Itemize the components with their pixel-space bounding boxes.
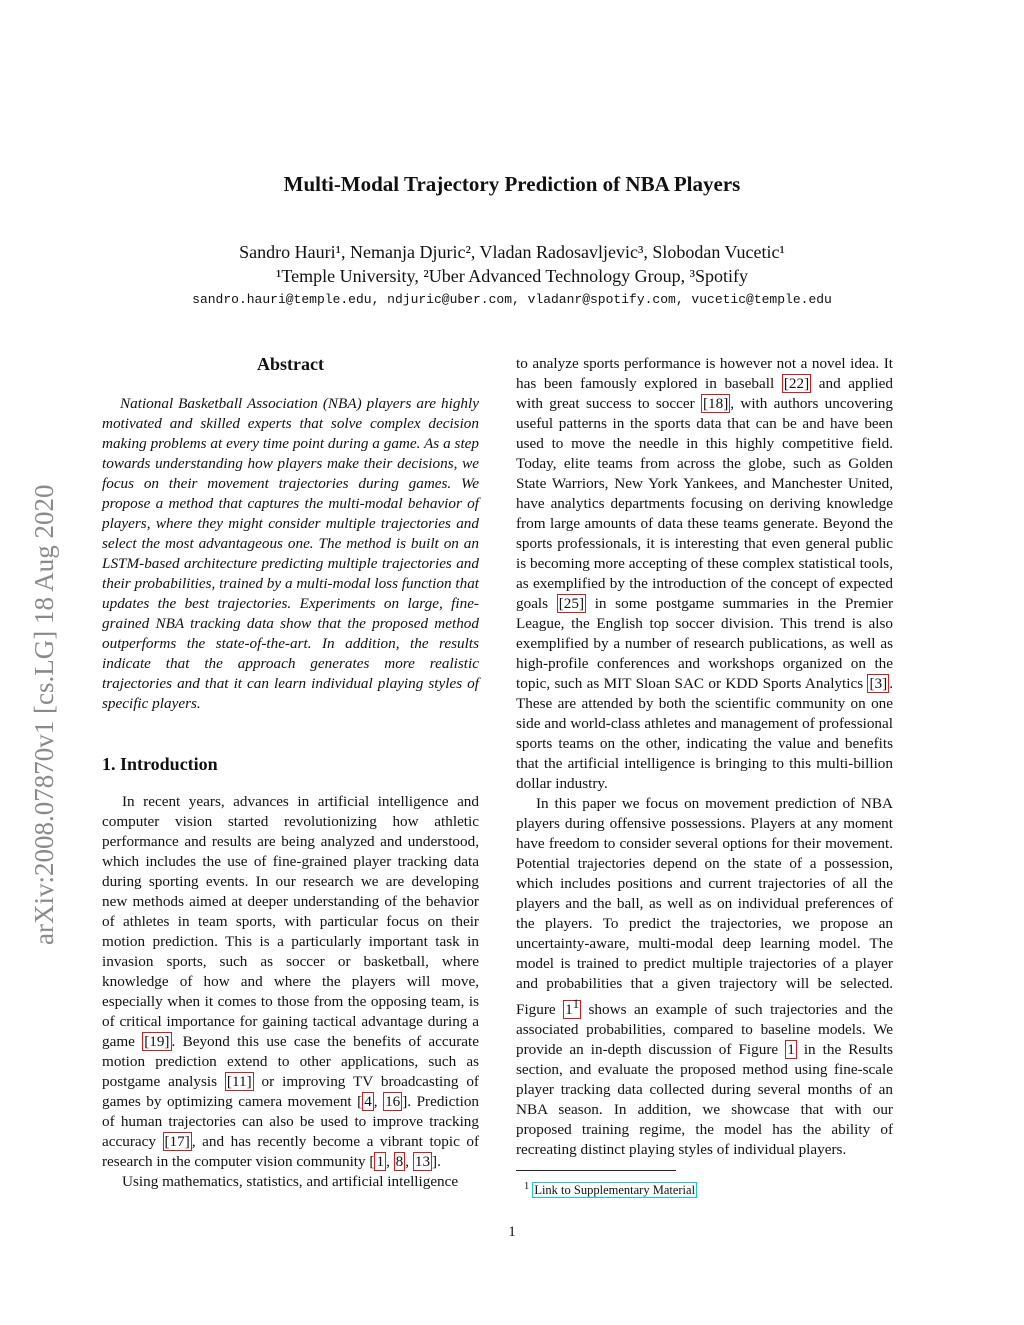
text-run: ]. Prediction of human trajectories can also be used to improve tracking accuracy	[102, 1093, 480, 1150]
author-emails: sandro.hauri@temple.edu, ndjuric@uber.com, vladanr@spotify.com, vucetic@temple.edu	[192, 292, 832, 307]
intro-paragraph-3	[516, 794, 893, 1160]
citation-link[interactable]: 13	[414, 1153, 431, 1170]
text-run: and applied with great success to soccer	[516, 375, 893, 412]
citation-link[interactable]: 8	[395, 1153, 404, 1170]
footnote-marker[interactable]: 1	[572, 997, 580, 1011]
figure-reference-link[interactable]	[563, 997, 581, 1019]
arxiv-identifier: arXiv:2008.07870v1 [cs.LG] 18 Aug 2020	[29, 484, 59, 945]
figure-reference-link[interactable]: 1	[787, 1041, 795, 1059]
text-run: to analyze sports performance is however not a novel idea. It has been famously explored in baseball	[516, 355, 893, 392]
citation-link[interactable]: [3]	[869, 675, 888, 692]
introduction-heading: 1. Introduction	[102, 754, 218, 774]
citation-link[interactable]: [18]	[702, 395, 729, 412]
authors-line: Sandro Hauri¹, Nemanja Djuric², Vladan Radosavljevic³, Slobodan Vucetic¹	[239, 242, 785, 262]
citation-link[interactable]: [25]	[558, 595, 585, 612]
text-run: ,	[373, 1093, 384, 1110]
text-run: shows an example of such trajectories and the associated probabilities, compared to baseline models. We provide an in-depth discussion of Figure	[516, 1001, 893, 1059]
citation-link[interactable]: 4	[364, 1093, 372, 1110]
left-column	[102, 354, 479, 1192]
figure-number: 1	[565, 1001, 573, 1019]
intro-paragraph-2-start: Using mathematics, statistics, and artificial intelligence	[122, 1173, 459, 1190]
citation-link[interactable]: 16	[385, 1093, 401, 1110]
page-number: 1	[508, 1224, 516, 1240]
text-run: or improving TV broadcasting of games by optimizing camera movement [	[102, 1073, 479, 1110]
footnote-number: 1	[524, 1181, 530, 1193]
text-run: . Beyond this use case the benefits of accurate motion prediction extend to other applications, such as postgame analysis	[102, 1033, 479, 1090]
text-run: ,	[386, 1153, 394, 1170]
text-run: , with authors uncovering useful patterns in the sports data that can be and have been used to move the needle in this highly competitive field. Today, elite teams from across the globe, such as Golden State Warriors, New York Yankees, and Manchester United, have analytics departments focusing on deriving knowledge from large amounts of data these teams generate. Beyond the sports professionals, it is interesting that even general public is becoming more accepting of these complex statistical tools, as exemplified by the introduction of the concept of expected goals	[516, 395, 893, 612]
abstract-text: National Basketball Association (NBA) players are highly motivated and skilled experts that solve complex decision making problems at every time point during a game. As a step towards understanding how players make their decisions, we focus on their movement trajectories during games. We propose a method that captures the multi-modal behavior of players, where they might consider multiple trajectories and select the most advantageous one. The method is built on an LSTM-based architecture predicting multiple trajectories and their probabilities, trained by a multi-modal loss function that updates the best trajectories. Experiments on large, fine-grained NBA tracking data show that the proposed method outperforms the state-of-the-art. In addition, the results indicate that the approach generates more realistic trajectories and that it can learn individual playing styles of specific players.	[102, 395, 480, 712]
footnote-divider	[516, 1170, 676, 1171]
abstract-heading: Abstract	[257, 354, 324, 374]
text-run: in the Results section, and evaluate the proposed method using fine-scale player tracking data collected during several months of an NBA season. In addition, we showcase that with our proposed training regime, the model has the ability of recreating distinct playing styles of individual players.	[516, 1041, 893, 1159]
text-run: in some postgame summaries in the Premier League, the English top soccer division. This trend is also exemplified by a number of research publications, as well as high-profile conferences and workshops organized on the topic, such as MIT Sloan SAC or KDD Sports Analytics	[516, 595, 894, 692]
affiliations-line: ¹Temple University, ²Uber Advanced Technology Group, ³Spotify	[275, 266, 749, 286]
intro-paragraph-1	[102, 792, 479, 1172]
citation-link[interactable]: 1	[376, 1153, 385, 1170]
text-run: ].	[432, 1153, 441, 1170]
text-run: In recent years, advances in artificial intelligence and computer vision started revolutionizing how athletic performance and results are being analyzed and understood, which includes the use of fine-grained player tracking data during sporting events. In our research we are developing new methods aimed at deeper understanding of the behavior of athletes in team sports, with particular focus on their motion prediction. This is a particularly important task in invasion sports, such as soccer or basketball, where knowledge of how and where the players will move, especially when it comes to those from the opposing team, is of critical importance for gaining tactical advantage during a game	[102, 793, 479, 1050]
author-block	[0, 240, 1024, 288]
right-column	[516, 354, 893, 1200]
citation-link[interactable]: [22]	[783, 375, 810, 392]
intro-paragraph-2-continued	[516, 354, 893, 794]
text-run: , and has recently become a vibrant topic of research in the computer vision community [	[102, 1133, 479, 1170]
footnote	[516, 1177, 893, 1200]
citation-link[interactable]: [17]	[164, 1133, 190, 1150]
citation-link[interactable]: [11]	[226, 1073, 252, 1090]
text-run: ,	[405, 1153, 413, 1170]
paper-title: Multi-Modal Trajectory Prediction of NBA Players	[283, 172, 741, 196]
supplementary-material-link[interactable]: Link to Supplementary Material	[534, 1183, 696, 1198]
text-run: . These are attended by both the scientific community on one side and world-class athletes and management of professional sports teams on the other, indicating the value and benefits that the artificial intelligence is bringing to this multi-billion dollar industry.	[516, 675, 893, 792]
text-run: In this paper we focus on movement prediction of NBA players during offensive possessions. Players at any moment have freedom to consider several options for their movement. Potential trajectories depend on the state of a possession, which includes positions and current trajectories of all the players and the ball, as well as on individual preferences of the players. To predict the trajectories, we propose an uncertainty-aware, multi-modal deep learning model. The model is trained to predict multiple trajectories of a player and probabilities that a given trajectory will be selected. Figure	[516, 795, 893, 1019]
citation-link[interactable]: [19]	[144, 1033, 170, 1050]
